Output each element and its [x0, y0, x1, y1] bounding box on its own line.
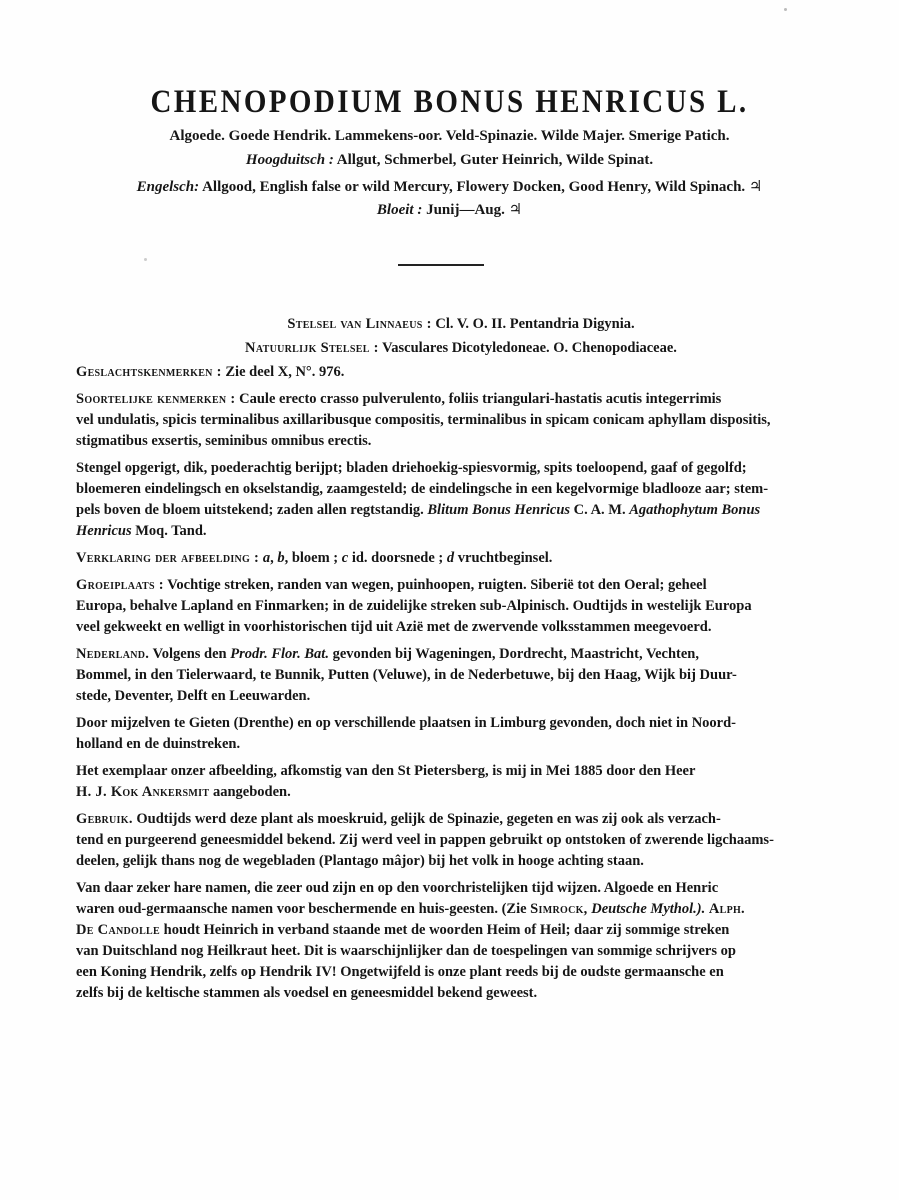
soort-line: vel undulatis, spicis terminalibus axillaribusque compositis, terminalibus in spicam conicam aphyllam dispositis, [76, 412, 771, 428]
exemplaar-line: Het exemplaar onzer afbeelding, afkomstig van den St Pietersberg, is mij in Mei 1885 door den Heer [76, 763, 696, 779]
nederland-line: gevonden bij Wageningen, Dordrecht, Maastricht, Vechten, [332, 646, 699, 662]
verklaring-afbeelding: Verklaring der afbeelding : a, b, bloem ; c id. doorsnede ; d vruchtbeginsel. [76, 550, 553, 566]
author-simrock: Simrock, [530, 901, 588, 917]
nederland [76, 644, 846, 707]
gebruik-line: deelen, gelijk thans nog de wegebladen (Plantago mâjor) bij het volk in hooge achting staan. [76, 853, 644, 869]
author-alph: Alph. [708, 901, 745, 917]
natuurlijk-label: Natuurlijk Stelsel : [245, 340, 379, 356]
vandaar-line: van Duitschland nog Heilkraut heet. Dit is waarschijnlijker dan de toespelingen van sommige schrijvers op [76, 943, 736, 959]
door-mijzelven [76, 713, 846, 755]
vandaar-line: waren oud-germaansche namen voor beschermende en huis-geesten. (Zie [76, 901, 527, 917]
speck-mark [144, 258, 147, 261]
groeiplaats-line: veel gekweekt en welligt in voorhistorischen tijd uit Azië met de zwervende volksstammen meegevoerd. [76, 619, 712, 635]
verklaring-label: Verklaring der afbeelding : [76, 550, 260, 566]
stelsel-linnaeus [76, 314, 846, 335]
synonym-agathophytum: Agathophytum Bonus [629, 502, 761, 518]
exemplaar [76, 761, 846, 803]
stengel-description [76, 458, 846, 542]
stengel-line: pels boven de bloem uitstekend; zaden allen regtstandig. [76, 502, 424, 518]
nederland-text: Volgens den [152, 646, 227, 662]
geslacht-text: Zie deel X, N°. 976. [225, 364, 345, 380]
exemplaar-line: aangeboden. [212, 784, 291, 800]
german-text: Allgut, Schmerbel, Guter Heinrich, Wilde Spinat. [336, 152, 654, 168]
geslacht-kenmerken [76, 362, 846, 383]
bloom-label: Bloeit : [376, 202, 423, 218]
vandaar-line: Van daar zeker hare namen, die zeer oud zijn en op den voorchristelijken tijd wijzen. Algoede en Henric [76, 880, 719, 896]
page-title: CHENOPODIUM BONUS HENRICUS L. [150, 84, 749, 120]
nederland-line: stede, Deventer, Delft en Leeuwarden. [76, 688, 311, 704]
synonym-henricus: Henricus [76, 523, 132, 539]
figure-letter: a [262, 550, 271, 566]
vandaar-line: een Koning Hendrik, zelfs op Hendrik IV! Ongetwijfeld is onze plant reeds bij de oudste germaansche en [76, 964, 724, 980]
soort-line: Caule erecto crasso pulverulento, foliis triangulari-hastatis acutis integerrimis [239, 391, 722, 407]
prodromus-reference: Prodr. Flor. Bat. [230, 646, 329, 662]
divider-rule [398, 264, 484, 266]
geslacht-label: Geslachtskenmerken : [76, 364, 222, 380]
collector-name: H. J. Kok Ankersmit [76, 784, 210, 800]
english-names [0, 177, 899, 196]
groeiplaats-label: Groeiplaats : [76, 577, 164, 593]
gebruik [76, 809, 846, 872]
bloom-text: Junij—Aug. ♃ [426, 202, 523, 218]
soortelijke-kenmerken [76, 389, 846, 452]
english-label: Engelsch: [136, 179, 200, 195]
english-text: Allgood, English false or wild Mercury, Flowery Docken, Good Henry, Wild Spinach. ♃ [202, 179, 763, 195]
vandaar-line: zelfs bij de keltische stammen als voedsel en geneesmiddel bekend geweest. [76, 985, 538, 1001]
groeiplaats-line: Europa, behalve Lapland en Finmarken; in de zuidelijke streken sub-Alpinisch. Oudtijds in westelijk Europa [76, 598, 752, 614]
door-line: Door mijzelven te Gieten (Drenthe) en op verschillende plaatsen in Limburg gevonden, doch niet in Noord- [76, 715, 736, 731]
gebruik-line: tend en purgeerend geneesmiddel bekend. Zij werd veel in pappen gebruikt op ontstoken of zwerende ligchaams- [76, 832, 774, 848]
groeiplaats [76, 575, 846, 638]
stelsel-text: Cl. V. O. II. Pentandria Digynia. [435, 316, 635, 332]
synonym-author: C. A. M. [573, 502, 626, 518]
figure-letter: b [277, 550, 285, 566]
groeiplaats-line: Vochtige streken, randen van wegen, puinhoopen, ruigten. Siberië tot den Oeral; geheel [167, 577, 707, 593]
verklaring-text: , bloem ; [284, 550, 339, 566]
verklaring-text: id. doorsnede ; [351, 550, 444, 566]
nederland-label: Nederland. [76, 646, 150, 662]
work-title: Deutsche Mythol.). [591, 901, 706, 917]
author-decandolle: De Candolle [76, 922, 160, 938]
german-label: Hoogduitsch : [245, 152, 334, 168]
common-names: Algoede. Goede Hendrik. Lammekens-oor. Veld-Spinazie. Wilde Majer. Smerige Patich. [169, 128, 730, 144]
stelsel-label: Stelsel van Linnaeus : [287, 316, 432, 332]
vandaar-line: houdt Heinrich in verband staande met de woorden Heim of Heil; daar zij sommige streken [163, 922, 730, 938]
natuurlijk-stelsel [76, 338, 846, 359]
synonym-author: Moq. Tand. [135, 523, 207, 539]
figure-letter: d [446, 550, 455, 566]
bloom-period [0, 200, 899, 219]
figure-letter: c [341, 550, 349, 566]
synonym-blitum: Blitum Bonus Henricus [427, 502, 571, 518]
stengel-line: bloemeren eindelingsch en okselstandig, zaamgesteld; de eindelingsche in een kegelvormige bladlooze aar; stem- [76, 481, 769, 497]
verklaring-text: vruchtbeginsel. [457, 550, 553, 566]
soort-line: stigmatibus exsertis, seminibus omnibus erectis. [76, 433, 372, 449]
german-names [0, 152, 899, 169]
document-body [76, 314, 846, 1010]
speck-mark [784, 8, 787, 11]
van-daar [76, 878, 846, 1004]
natuurlijk-text: Vasculares Dicotyledoneae. O. Chenopodiaceae. [382, 340, 677, 356]
nederland-line: Bommel, in den Tielerwaard, te Bunnik, Putten (Veluwe), in de Nederbetuwe, bij den Haag, Wijk bij Duur- [76, 667, 737, 683]
gebruik-label: Gebruik. [76, 811, 133, 827]
soort-label: Soortelijke kenmerken : [76, 391, 236, 407]
gebruik-line: Oudtijds werd deze plant als moeskruid, gelijk de Spinazie, gegeten en was zij ook als verzach- [136, 811, 721, 827]
stengel-line: Stengel opgerigt, dik, poederachtig berijpt; bladen driehoekig-spiesvormig, spits toeloopend, gaaf of gegolfd; [76, 460, 747, 476]
door-line: holland en de duinstreken. [76, 736, 241, 752]
